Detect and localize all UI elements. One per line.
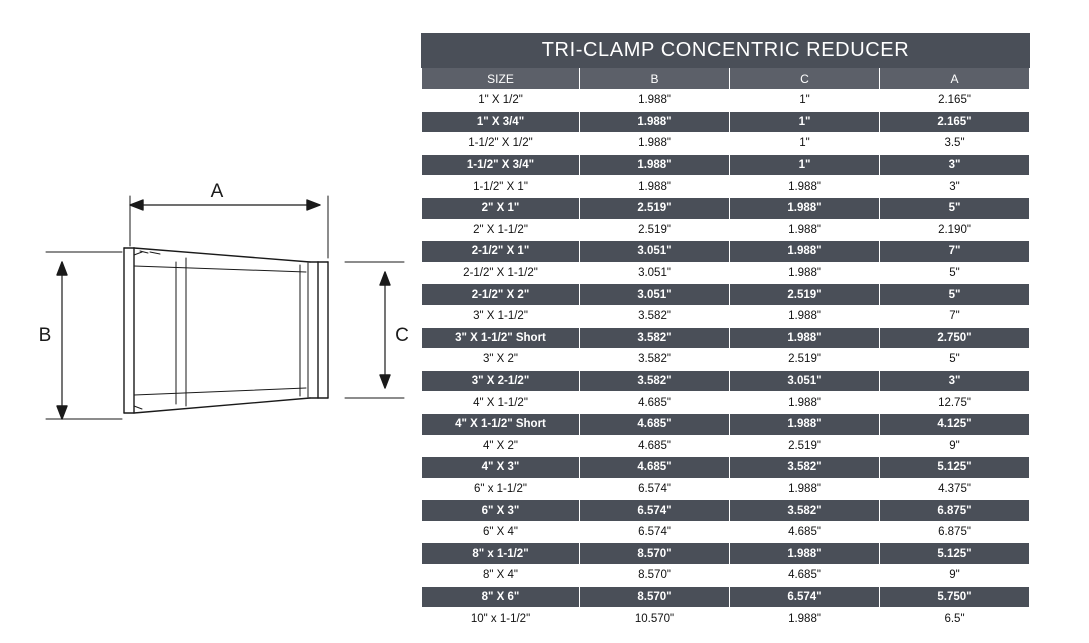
cell-c: 6.574" xyxy=(730,586,880,608)
cell-c: 2.519" xyxy=(730,349,880,371)
table-row xyxy=(422,176,1030,198)
cell-c: 1.988" xyxy=(730,305,880,327)
cell-c: 3.582" xyxy=(730,500,880,522)
cell-b: 2.519" xyxy=(580,219,730,241)
cell-a: 7" xyxy=(880,241,1030,263)
cell-c: 1" xyxy=(730,111,880,133)
cell-b: 1.988" xyxy=(580,133,730,155)
table-row xyxy=(422,478,1030,500)
cell-b: 2.519" xyxy=(580,197,730,219)
cell-b: 3.582" xyxy=(580,305,730,327)
cell-size: 2" X 1" xyxy=(422,197,580,219)
cell-a: 2.190" xyxy=(880,219,1030,241)
cell-b: 8.570" xyxy=(580,565,730,587)
table-row xyxy=(422,435,1030,457)
cell-b: 1.988" xyxy=(580,111,730,133)
table-row xyxy=(422,284,1030,306)
cell-b: 6.574" xyxy=(580,500,730,522)
cell-b: 8.570" xyxy=(580,586,730,608)
cell-b: 6.574" xyxy=(580,478,730,500)
table-row xyxy=(422,608,1030,630)
cell-a: 5.750" xyxy=(880,586,1030,608)
table-row xyxy=(422,327,1030,349)
cell-c: 1.988" xyxy=(730,478,880,500)
column-header-size: SIZE xyxy=(422,68,580,90)
cell-a: 5.125" xyxy=(880,543,1030,565)
cell-size: 1-1/2" X 3/4" xyxy=(422,154,580,176)
cell-a: 5" xyxy=(880,284,1030,306)
table-row xyxy=(422,413,1030,435)
table-header-row xyxy=(422,68,1030,90)
cell-size: 3" X 2-1/2" xyxy=(422,370,580,392)
cell-b: 3.051" xyxy=(580,262,730,284)
cell-a: 3" xyxy=(880,154,1030,176)
cell-a: 3" xyxy=(880,176,1030,198)
cell-c: 3.051" xyxy=(730,370,880,392)
cell-b: 4.685" xyxy=(580,413,730,435)
table-row xyxy=(422,90,1030,112)
cell-a: 9" xyxy=(880,435,1030,457)
cell-c: 3.582" xyxy=(730,457,880,479)
dimension-label-a: A xyxy=(210,181,224,202)
table-row xyxy=(422,241,1030,263)
cell-b: 1.988" xyxy=(580,176,730,198)
cell-size: 2-1/2" X 1-1/2" xyxy=(422,262,580,284)
cell-size: 8" X 6" xyxy=(422,586,580,608)
cell-size: 8" x 1-1/2" xyxy=(422,543,580,565)
spec-table-container xyxy=(421,33,1029,630)
cell-c: 4.685" xyxy=(730,565,880,587)
cell-b: 3.582" xyxy=(580,327,730,349)
cell-b: 3.051" xyxy=(580,284,730,306)
cell-a: 5" xyxy=(880,197,1030,219)
cell-c: 1" xyxy=(730,154,880,176)
cell-c: 1.988" xyxy=(730,197,880,219)
table-row xyxy=(422,392,1030,414)
table-row xyxy=(422,521,1030,543)
table-row xyxy=(422,500,1030,522)
cell-c: 1.988" xyxy=(730,241,880,263)
cell-b: 4.685" xyxy=(580,392,730,414)
cell-size: 2-1/2" X 2" xyxy=(422,284,580,306)
cell-a: 3.5" xyxy=(880,133,1030,155)
cell-a: 5.125" xyxy=(880,457,1030,479)
cell-size: 3" X 1-1/2" xyxy=(422,305,580,327)
cell-a: 12.75" xyxy=(880,392,1030,414)
cell-size: 4" X 1-1/2" Short xyxy=(422,413,580,435)
cell-b: 3.051" xyxy=(580,241,730,263)
column-header-a: A xyxy=(880,68,1030,90)
cell-a: 2.165" xyxy=(880,111,1030,133)
cell-size: 6" x 1-1/2" xyxy=(422,478,580,500)
cell-a: 6.875" xyxy=(880,500,1030,522)
table-row xyxy=(422,586,1030,608)
cell-c: 1.988" xyxy=(730,262,880,284)
column-header-b: B xyxy=(580,68,730,90)
cell-size: 6" X 3" xyxy=(422,500,580,522)
cell-b: 4.685" xyxy=(580,435,730,457)
cell-a: 9" xyxy=(880,565,1030,587)
dimension-label-c: C xyxy=(395,325,409,346)
cell-b: 10.570" xyxy=(580,608,730,630)
cell-a: 5" xyxy=(880,349,1030,371)
cell-size: 1" X 3/4" xyxy=(422,111,580,133)
cell-b: 3.582" xyxy=(580,349,730,371)
table-row xyxy=(422,154,1030,176)
cell-b: 1.988" xyxy=(580,90,730,112)
cell-c: 1.988" xyxy=(730,392,880,414)
cell-a: 4.125" xyxy=(880,413,1030,435)
cell-size: 8" X 4" xyxy=(422,565,580,587)
cell-size: 2-1/2" X 1" xyxy=(422,241,580,263)
table-title: TRI-CLAMP CONCENTRIC REDUCER xyxy=(422,34,1030,68)
cell-a: 6.5" xyxy=(880,608,1030,630)
reducer-drawing xyxy=(0,0,420,643)
table-row xyxy=(422,349,1030,371)
cell-b: 8.570" xyxy=(580,543,730,565)
cell-c: 1.988" xyxy=(730,219,880,241)
cell-size: 3" X 2" xyxy=(422,349,580,371)
cell-c: 2.519" xyxy=(730,284,880,306)
table-row xyxy=(422,262,1030,284)
cell-a: 3" xyxy=(880,370,1030,392)
cell-c: 1.988" xyxy=(730,608,880,630)
table-title-row xyxy=(422,34,1030,68)
table-row xyxy=(422,305,1030,327)
reducer-technical-drawing xyxy=(0,0,420,643)
cell-size: 4" X 2" xyxy=(422,435,580,457)
cell-c: 1.988" xyxy=(730,176,880,198)
cell-size: 2" X 1-1/2" xyxy=(422,219,580,241)
cell-size: 6" X 4" xyxy=(422,521,580,543)
cell-a: 2.165" xyxy=(880,90,1030,112)
cell-a: 4.375" xyxy=(880,478,1030,500)
cell-c: 1.988" xyxy=(730,543,880,565)
cell-size: 4" X 3" xyxy=(422,457,580,479)
cell-a: 2.750" xyxy=(880,327,1030,349)
table-row xyxy=(422,543,1030,565)
spec-table xyxy=(421,33,1030,630)
cell-size: 3" X 1-1/2" Short xyxy=(422,327,580,349)
table-row xyxy=(422,370,1030,392)
column-header-c: C xyxy=(730,68,880,90)
cell-b: 1.988" xyxy=(580,154,730,176)
cell-size: 1-1/2" X 1" xyxy=(422,176,580,198)
cell-size: 4" X 1-1/2" xyxy=(422,392,580,414)
dimension-label-b: B xyxy=(38,325,52,346)
cell-c: 1" xyxy=(730,90,880,112)
cell-size: 1-1/2" X 1/2" xyxy=(422,133,580,155)
cell-size: 10" x 1-1/2" xyxy=(422,608,580,630)
cell-c: 1.988" xyxy=(730,327,880,349)
table-row xyxy=(422,197,1030,219)
cell-c: 1.988" xyxy=(730,413,880,435)
cell-a: 5" xyxy=(880,262,1030,284)
table-row xyxy=(422,457,1030,479)
table-row xyxy=(422,133,1030,155)
cell-b: 3.582" xyxy=(580,370,730,392)
table-row xyxy=(422,219,1030,241)
cell-b: 4.685" xyxy=(580,457,730,479)
table-row xyxy=(422,565,1030,587)
cell-b: 6.574" xyxy=(580,521,730,543)
cell-a: 7" xyxy=(880,305,1030,327)
table-row xyxy=(422,111,1030,133)
cell-c: 2.519" xyxy=(730,435,880,457)
cell-size: 1" X 1/2" xyxy=(422,90,580,112)
cell-c: 1" xyxy=(730,133,880,155)
cell-a: 6.875" xyxy=(880,521,1030,543)
cell-c: 4.685" xyxy=(730,521,880,543)
